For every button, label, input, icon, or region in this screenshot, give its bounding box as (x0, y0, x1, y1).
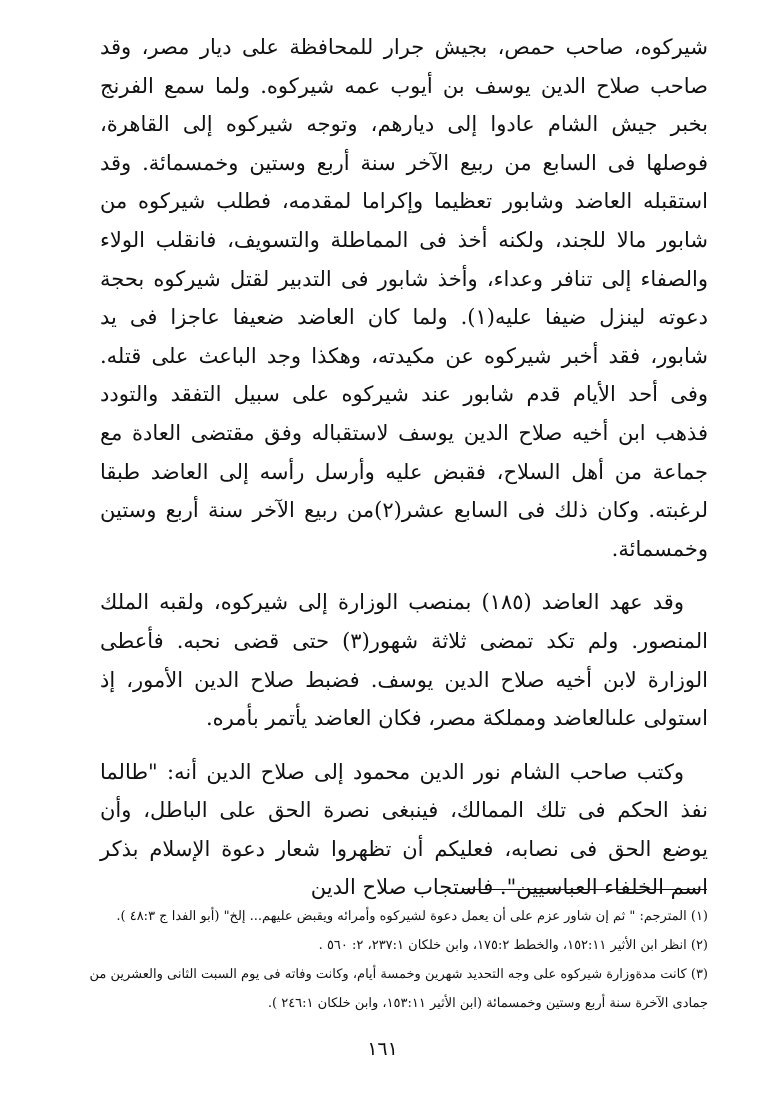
footnote: (٣) كانت مدةوزارة شيركوه على وجه التحديد شهرين وخمسة أيام، وكانت وفاته فى يوم السبت الثانى والعشرين من جمادى الآخرة سنة أربع وستين وخمسمائة (ابن الأثير ١٥٣:١١، وابن خلكان ٢٤٦:١ ). (89, 967, 708, 1011)
footnote: (١) المترجم: " ثم إن شاور عزم على أن يعمل دعوة لشيركوه وأمرائه ويقبض عليهم... إلخ" (أبو الفدا ج ٤٨:٣ ). (116, 909, 708, 924)
footnote: (٢) انظر ابن الأثير ١٥٢:١١، والخطط ١٧٥:٢، وابن خلكان ٢٣٧:١، ٢: ٥٦٠ . (318, 938, 708, 953)
footnote-divider (463, 889, 707, 890)
paragraph: وكتب صاحب الشام نور الدين محمود إلى صلاح الدين أنه: "طالما نفذ الحكم فى تلك الممالك، فينبغى نصرة الحق على الباطل، وأن يوضع الحق فى نصابه، فعليكم أن تظهروا شعار دعوة الإسلام بذكر اسم الخلفاء العباسيين". فاستجاب صلاح الدين (100, 759, 708, 900)
paragraph: وقد عهد العاضد (١٨٥) بمنصب الوزارة إلى شيركوه، ولقبه الملك المنصور. ولم تكد تمضى ثلاثة شهور(٣) حتى قضى نحبه. فأعطى الوزارة لابن أخيه صلاح الدين يوسف. فضبط صلاح الدين الأمور، إذ استولى علىالعاضد ومملكة مصر، فكان العاضد يأتمر بأمره. (100, 590, 708, 731)
page-number: ١٦١ (367, 1038, 398, 1060)
main-text (100, 28, 708, 907)
paragraph: شيركوه، صاحب حمص، بجيش جرار للمحافظة على ديار مصر، وقد صاحب صلاح الدين يوسف بن أيوب عمه شيركوه. ولما سمع الفرنج بخبر جيش الشام عادوا إلى ديارهم، وتوجه شيركوه إلى القاهرة، فوصلها فى السابع من ربيع الآخر سنة أربع وستين وخمسمائة. وقد استقبله العاضد وشابور تعظيما وإكراما لمقدمه، فطلب شيركوه من شابور مالا للجند، ولكنه أخذ فى المماطلة والتسويف، فانقلب الولاء والصفاء إلى تنافر وعداء، وأخذ شابور فى التدبير لقتل شيركوه بحجة دعوته لينزل ضيفا عليه(١). ولما كان العاضد ضعيفا عاجزا فى يد شابور، فقد أخبر شيركوه عن مكيدته، وهكذا وجد الباعث على قتله. وفى أحد الأيام قدم شابور عند شيركوه على سبيل التفقد والتودد فذهب ابن أخيه صلاح الدين يوسف لاستقباله وفق مقتضى العادة مع جماعة من أهل السلاح، فقبض عليه وأرسل رأسه إلى العاضد طبقا لرغبته. وكان ذلك فى السابع عشر(٢)من ربيع الآخر سنة أربع وستين وخمسمائة. (100, 35, 708, 561)
footnotes (60, 902, 708, 1018)
